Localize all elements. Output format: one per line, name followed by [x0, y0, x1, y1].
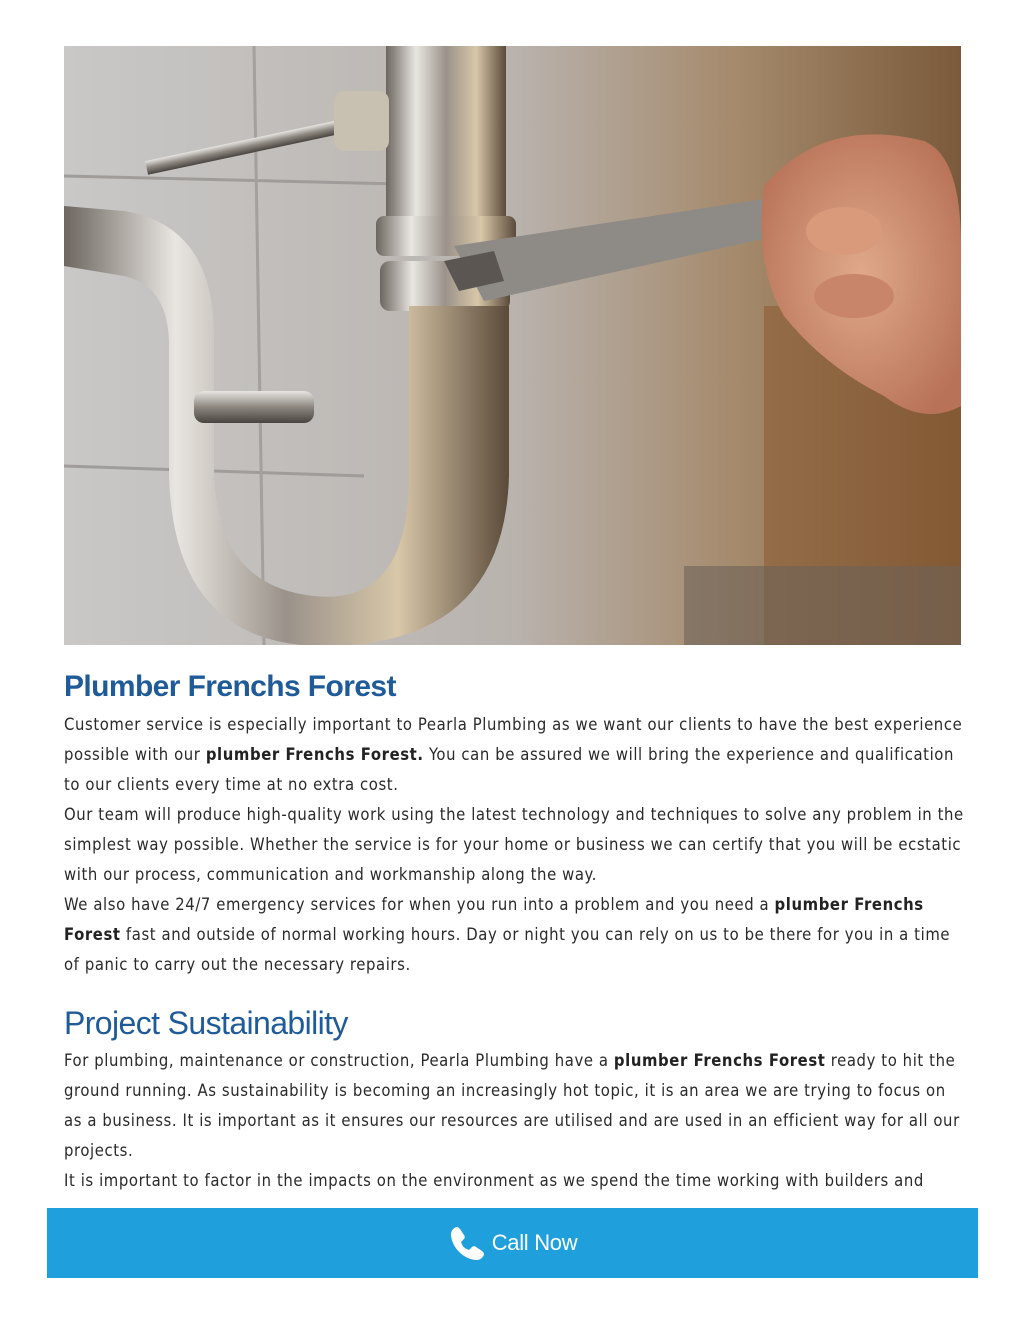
phone-icon	[448, 1223, 488, 1263]
call-now-label: Call Now	[491, 1230, 578, 1255]
text-span: Customer service is especially important to Pearla Plumbing as we want our clients to have the best experience possible with our	[64, 715, 963, 764]
keyword-plumber-frenchs-forest: plumber Frenchs Forest.	[205, 745, 424, 764]
plumbing-pipe-wrench-photo	[64, 46, 961, 645]
main-content	[64, 664, 964, 1196]
text-span: fast and outside of normal working hours. Day or night you can rely on us to be there for you in a time of panic to carry out the necessary repairs.	[64, 925, 951, 974]
section-title-plumber: Plumber Frenchs Forest	[64, 670, 396, 703]
hero-image	[64, 46, 961, 645]
paragraph-team-quality: Our team will produce high-quality work using the latest technology and techniques to solve any problem in the simplest way possible. Whether the service is for your home or business we can certify that you will be ecstatic with our process, communication and workmanship along the way.	[64, 805, 964, 884]
paragraph-emergency-services	[64, 890, 964, 980]
text-span: We also have 24/7 emergency services for when you run into a problem and you need a	[64, 895, 775, 914]
text-span: You can be assured we will bring the experience and qualification to our clients every time at no extra cost.	[64, 745, 954, 794]
text-span: ready to hit the ground running. As sustainability is becoming an increasingly hot topic, it is an area we are trying to focus on as a business. It is important as it ensures our resources are utilised and are used in an efficient way for all our projects.	[64, 1051, 960, 1160]
call-now-button[interactable]	[47, 1208, 978, 1278]
text-span: For plumbing, maintenance or construction, Pearla Plumbing have a	[64, 1051, 614, 1070]
keyword-plumber-frenchs-forest: plumber Frenchs Forest	[64, 895, 924, 944]
keyword-plumber-frenchs-forest: plumber Frenchs Forest	[613, 1051, 826, 1070]
paragraph-environment: It is important to factor in the impacts on the environment as we spend the time working with builders and	[64, 1171, 924, 1190]
section-title-sustainability: Project Sustainability	[64, 1005, 348, 1041]
paragraph-sustainability	[64, 1046, 964, 1166]
paragraph-customer-service	[64, 710, 964, 800]
